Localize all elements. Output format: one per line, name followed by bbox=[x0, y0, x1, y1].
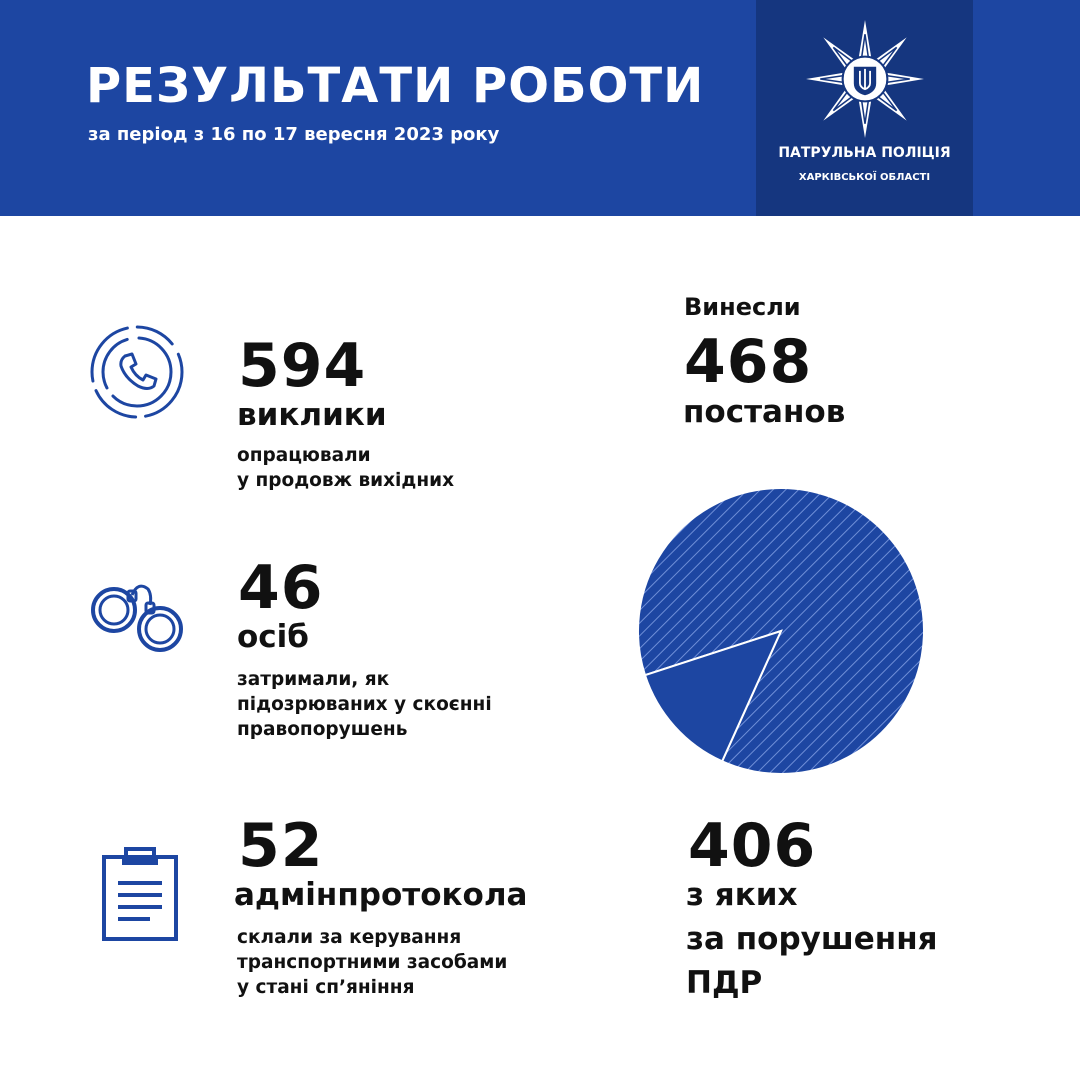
detained-number: 46 bbox=[238, 553, 324, 623]
decisions-number: 468 bbox=[684, 327, 813, 397]
phone-icon bbox=[88, 323, 186, 421]
traffic-line-2: за порушення bbox=[686, 921, 938, 957]
traffic-number: 406 bbox=[688, 811, 817, 881]
protocols-number: 52 bbox=[238, 811, 324, 881]
decisions-label: Винесли bbox=[684, 293, 801, 321]
handcuffs-icon bbox=[88, 577, 190, 659]
traffic-line-3: ПДР bbox=[686, 965, 763, 1001]
period-subtitle: за період з 16 по 17 вересня 2023 року bbox=[88, 124, 500, 145]
police-star-logo bbox=[804, 18, 926, 140]
calls-desc-1: опрацювали bbox=[237, 445, 371, 466]
calls-unit: виклики bbox=[237, 397, 387, 433]
pie-chart bbox=[636, 486, 926, 776]
protocols-desc-2: транспортними засобами bbox=[237, 952, 508, 973]
protocols-desc-1: склали за керування bbox=[237, 927, 462, 948]
protocols-unit: адмінпротокола bbox=[234, 877, 528, 913]
header-banner bbox=[0, 0, 1080, 216]
clipboard-icon bbox=[100, 845, 180, 943]
page-title: РЕЗУЛЬТАТИ РОБОТИ bbox=[86, 58, 705, 114]
detained-unit: осіб bbox=[237, 619, 309, 655]
protocols-desc-3: у стані сп’яніння bbox=[237, 977, 415, 998]
detained-desc-2: підозрюваних у скоєнні bbox=[237, 694, 492, 715]
badge-title: ПАТРУЛЬНА ПОЛІЦІЯ bbox=[778, 145, 951, 161]
calls-desc-2: у продовж вихідних bbox=[237, 470, 455, 491]
traffic-line-1: з яких bbox=[686, 877, 798, 913]
detained-desc-1: затримали, як bbox=[237, 669, 390, 690]
police-badge bbox=[756, 0, 973, 216]
decisions-unit: постанов bbox=[683, 394, 846, 430]
detained-desc-3: правопорушень bbox=[237, 719, 408, 740]
calls-number: 594 bbox=[238, 331, 367, 401]
badge-region: ХАРКІВСЬКОЇ ОБЛАСТІ bbox=[798, 172, 931, 183]
